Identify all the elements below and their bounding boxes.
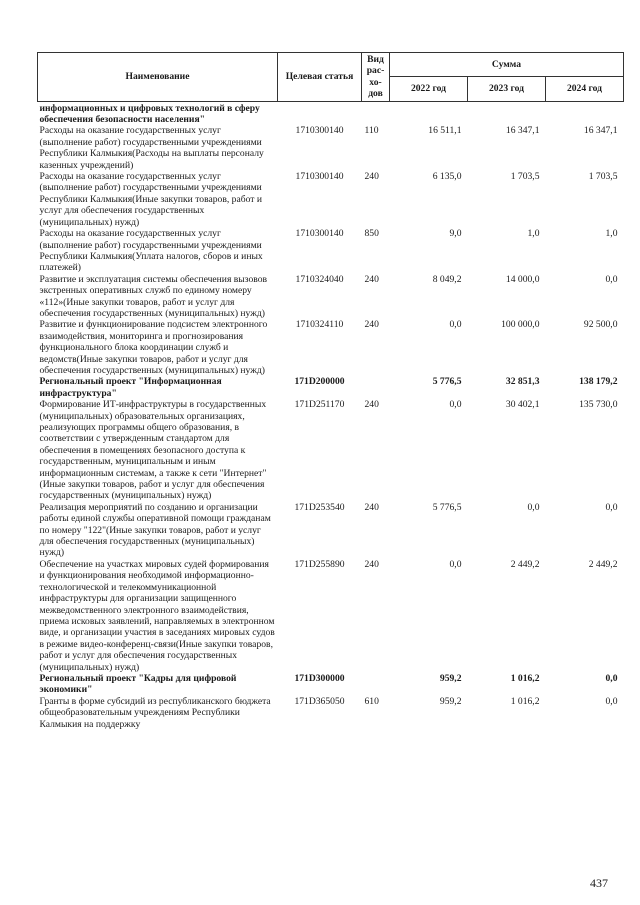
table-row (38, 319, 624, 376)
row-code: 171D255890 (294, 558, 345, 570)
row-sum-2023 (468, 101, 546, 125)
header-year-2022: 2022 год (390, 76, 468, 101)
row-sum-2022: 16 511,1 (428, 125, 462, 137)
row-sum-2023: 1 016,2 (510, 695, 540, 707)
row-code: 171D200000 (294, 376, 345, 388)
row-sum-2022 (390, 101, 468, 125)
row-name: Расходы на оказание государственных услуг (выполнение работ) государственными учреждениями Республики Калмыкия(Иные закупки товаров, работ и услуг для обеспечения государственных (муниципальных) нужд) (39, 171, 262, 228)
budget-table-page (37, 52, 623, 730)
row-type (362, 673, 390, 696)
table-row (38, 696, 624, 730)
row-type: 850 (364, 228, 379, 240)
row-name: Реализация мероприятий по созданию и организации работы единой службы оперативной помощи гражданам по номеру "122"(Иные закупки товаров, работ и услуг для обеспечения государственных (муниципальных) нужд) (39, 501, 271, 559)
row-name: Региональный проект "Кадры для цифровой экономики" (39, 672, 237, 696)
row-type: 240 (364, 501, 379, 513)
row-sum-2024: 1,0 (605, 228, 618, 240)
row-sum-2023: 1 016,2 (510, 672, 540, 684)
row-sum-2022: 0,0 (449, 319, 462, 331)
row-sum-2023: 0,0 (527, 501, 540, 513)
header-code: Целевая статья (278, 53, 362, 102)
header-type: Вид рас-хо-дов (362, 53, 390, 102)
row-type: 240 (364, 171, 379, 183)
row-sum-2023: 1,0 (527, 228, 540, 240)
row-sum-2024: 0,0 (605, 501, 618, 513)
row-sum-2024: 135 730,0 (579, 399, 618, 411)
table-row (38, 274, 624, 320)
page-number: 437 (590, 876, 608, 890)
row-type: 240 (364, 273, 379, 285)
row-sum-2024: 0,0 (605, 672, 618, 684)
table-row (38, 125, 624, 171)
table-row (38, 559, 624, 673)
table-row (38, 228, 624, 274)
row-sum-2024: 0,0 (605, 273, 618, 285)
row-code: 1710300140 (295, 125, 344, 137)
row-code: 171D300000 (294, 672, 345, 684)
table-row (38, 502, 624, 559)
row-sum-2023: 1 703,5 (510, 171, 540, 183)
row-sum-2024: 16 347,1 (583, 125, 618, 137)
row-sum-2024: 138 179,2 (579, 376, 618, 388)
row-sum-2022: 959,2 (439, 672, 462, 684)
row-name: Гранты в форме субсидий из республиканского бюджета общеобразовательным учреждениям Республики Калмыкия на поддержку (39, 695, 271, 730)
row-sum-2023: 16 347,1 (505, 125, 540, 137)
row-name: Обеспечение на участках мировых судей формирования и функционирования необходимой информационно-технологической и телекоммуникационной инфраструктуры для организации защищенного межведомственного электронного взаимодействия, приема исковых заявлений, направляемых в электронном виде, и организации участия в заседаниях мировых судов в режиме видео-конференц-связи(Иные закупки товаров, работ и услуг для обеспечения государственных (муниципальных) нужд) (39, 558, 275, 673)
row-name: Региональный проект "Информационная инфраструктура" (39, 376, 222, 399)
row-type: 240 (364, 399, 379, 411)
row-sum-2022: 959,2 (439, 695, 462, 707)
row-type: 610 (364, 695, 379, 707)
row-sum-2022: 0,0 (449, 399, 462, 411)
row-sum-2024 (546, 101, 624, 125)
row-type: 240 (364, 319, 379, 331)
row-code (278, 101, 362, 125)
header-year-2024: 2024 год (546, 76, 624, 101)
row-sum-2024: 2 449,2 (588, 558, 618, 570)
row-sum-2024: 0,0 (605, 695, 618, 707)
table-row (38, 376, 624, 399)
row-code: 171D253540 (294, 501, 345, 513)
row-name: Расходы на оказание государственных услуг (выполнение работ) государственными учреждениями Республики Калмыкия(Расходы на выплаты персоналу казенных учреждений) (39, 125, 264, 171)
row-sum-2022: 9,0 (449, 228, 462, 240)
row-code: 1710324040 (295, 273, 344, 285)
row-name: Расходы на оказание государственных услуг (выполнение работ) государственными учреждениями Республики Калмыкия(Уплата налогов, сборов и иных платежей) (39, 228, 263, 274)
header-year-2023: 2023 год (468, 76, 546, 101)
row-name: Развитие и эксплуатация системы обеспечения вызовов экстренных оперативных служб по единому номеру «112»(Иные закупки товаров, работ и услуг для обеспечения государственных (муниципальных) нужд) (39, 273, 268, 319)
row-name: Развитие и функционирование подсистем электронного взаимодействия, мониторинга и прогнозирования функционального блока координации служб и ведомств(Иные закупки товаров, работ и услуг для обеспечения государственных (муниципальных) нужд) (39, 319, 268, 376)
row-sum-2022: 0,0 (449, 558, 462, 570)
table-body (38, 101, 624, 730)
row-code: 1710300140 (295, 171, 344, 183)
header-sum: Сумма (390, 53, 624, 77)
row-name: Формирование ИТ-инфраструктуры в государственных (муниципальных) образовательных организациях, реализующих программы общего образования, в соответствии с утвержденным стандартом для обеспечения в помещениях безопасного доступа к государственным, муниципальным и иным информационным системам, а также к сети "Интернет"(Иные закупки товаров, работ и услуг для обеспечения государственных (муниципальных) нужд) (39, 399, 267, 502)
row-type (362, 101, 390, 125)
row-sum-2024: 1 703,5 (588, 171, 618, 183)
row-type (362, 376, 390, 399)
row-code: 171D365050 (294, 695, 345, 707)
row-sum-2023: 30 402,1 (505, 399, 540, 411)
row-code: 171D251170 (294, 399, 345, 411)
row-code: 1710324110 (295, 319, 344, 331)
row-type: 240 (364, 558, 379, 570)
row-sum-2023: 32 851,3 (505, 376, 540, 388)
table-row (38, 171, 624, 228)
row-sum-2023: 100 000,0 (501, 319, 540, 331)
row-sum-2022: 5 776,5 (432, 376, 462, 388)
row-sum-2023: 14 000,0 (505, 273, 540, 285)
budget-table (37, 52, 624, 730)
header-name: Наименование (38, 53, 278, 102)
row-type: 110 (364, 125, 379, 137)
table-row (38, 673, 624, 696)
row-sum-2022: 5 776,5 (432, 501, 462, 513)
table-row (38, 101, 624, 125)
row-sum-2022: 8 049,2 (432, 273, 462, 285)
row-code: 1710300140 (295, 228, 344, 240)
table-row (38, 399, 624, 502)
row-sum-2023: 2 449,2 (510, 558, 540, 570)
row-sum-2024: 92 500,0 (583, 319, 618, 331)
row-sum-2022: 6 135,0 (432, 171, 462, 183)
row-name: информационных и цифровых технологий в сферу обеспечения безопасности населения" (39, 102, 260, 126)
